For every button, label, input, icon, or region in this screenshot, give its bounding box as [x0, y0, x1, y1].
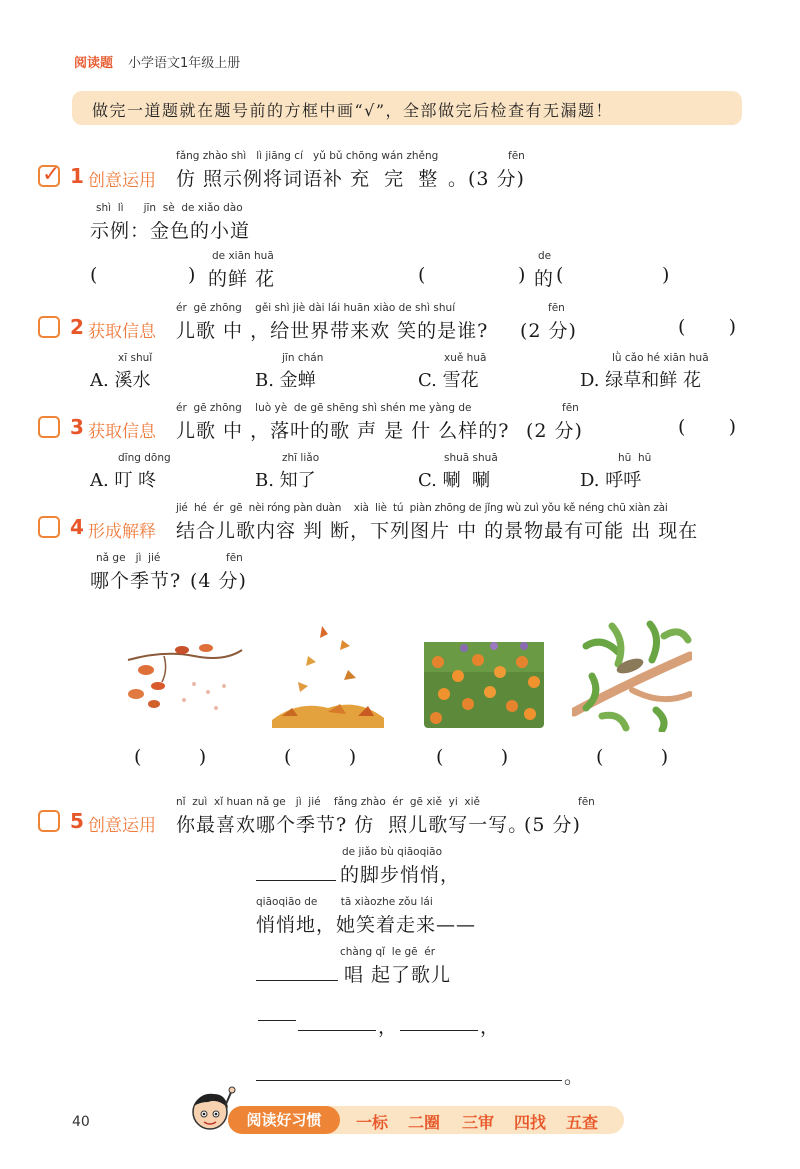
q5-text: 你最喜欢哪个季节? 仿 照儿歌写一写。: [176, 814, 529, 836]
q4-checkbox[interactable]: [38, 516, 60, 538]
q1-number: 1: [70, 164, 84, 188]
q5-type: 创意运用: [88, 816, 156, 836]
autumn-branch-picture: [124, 620, 244, 720]
q5-line3-pinyin: chàng qǐ le gē ér: [340, 946, 436, 958]
step-5: 五查: [566, 1113, 599, 1132]
q4-type: 形成解释: [88, 522, 156, 542]
q2-score-pinyin: fēn: [548, 302, 565, 314]
q5-line2-text: 悄悄地，她笑着走来——: [256, 914, 477, 936]
q1-blank1-pinyin: de xiān huā: [212, 250, 274, 262]
step-3: 三审: [462, 1113, 495, 1132]
q5-blank-1[interactable]: [256, 880, 336, 881]
q4-picture1-bracket[interactable]: ( ): [134, 746, 208, 768]
q2-option-b-pinyin: jīn chán: [282, 352, 324, 364]
q2-option-b[interactable]: B. 金蝉: [255, 370, 316, 391]
q5-period: 。: [564, 1066, 585, 1088]
q4-picture4-bracket[interactable]: ( ): [596, 746, 670, 768]
q2-option-d[interactable]: D. 绿草和鲜 花: [580, 370, 701, 391]
flower-bush-picture: [424, 632, 544, 728]
q1-blank2-text: 的: [534, 268, 555, 290]
q5-number: 5: [70, 809, 84, 833]
q1-score: 。(3 分): [448, 168, 525, 190]
q1-blank3-open[interactable]: (: [556, 264, 565, 286]
q2-option-a-pinyin: xī shuǐ: [118, 352, 153, 364]
step-2: 二圈: [408, 1113, 441, 1132]
q5-line2-pinyin: qiāoqiāo de tā xiàozhe zǒu lái: [256, 896, 433, 908]
q4-pinyin-line2: nǎ ge jì jié: [96, 552, 161, 564]
step-1: 一标: [356, 1113, 389, 1132]
q5-blank-2[interactable]: [256, 980, 338, 981]
q2-option-c[interactable]: C. 雪花: [418, 370, 479, 391]
q2-checkbox[interactable]: [38, 316, 60, 338]
step-4: 四找: [514, 1113, 547, 1132]
q5-blank-5[interactable]: [256, 1080, 562, 1081]
q5-line1-pinyin: de jiǎo bù qiāoqiāo: [342, 846, 443, 858]
q3-checkbox[interactable]: [38, 416, 60, 438]
q2-option-d-pinyin: lǜ cǎo hé xiān huā: [612, 352, 709, 364]
cicada-on-branch-picture: [572, 616, 692, 732]
q3-number: 3: [70, 415, 84, 439]
q5-line3-text: 唱 起了歌儿: [344, 964, 452, 986]
q1-checkbox[interactable]: [38, 162, 61, 187]
q3-option-b-pinyin: zhī liǎo: [282, 452, 320, 464]
q3-score-pinyin: fēn: [562, 402, 579, 414]
q1-blank3-close: ): [662, 264, 671, 286]
header-book-title: 小学语文1年级上册: [128, 56, 241, 71]
q3-type: 获取信息: [88, 422, 156, 442]
q3-pinyin: ér gē zhōng luò yè de gē shēng shì shén me yàng de: [176, 402, 472, 414]
q3-score: (2 分): [526, 420, 583, 442]
q3-option-c[interactable]: C. 唰 唰: [418, 470, 491, 491]
checkmark-icon: ✓: [42, 162, 61, 187]
q4-pinyin: jié hé ér gē nèi róng pàn duàn xià liè tú piàn zhōng de jǐng wù zuì yǒu kě néng chū xiàn zài: [176, 502, 668, 514]
q1-pinyin: fǎng zhào shì lì jiāng cí yǔ bǔ chōng wán zhěng: [176, 150, 439, 162]
q4-text-line2: 哪个季节?: [90, 570, 182, 592]
q3-option-d-pinyin: hū hū: [618, 452, 652, 464]
q2-pinyin: ér gē zhōng gěi shì jiè dài lái huān xiào de shì shuí: [176, 302, 456, 314]
q2-text: 儿歌 中 ，给世界带来欢 笑的是谁?: [176, 320, 489, 342]
instruction-text: 做完一道题就在题号前的方框中画“√”，全部做完后检查有无漏题！: [92, 101, 614, 120]
q3-option-c-pinyin: shuā shuā: [444, 452, 498, 464]
q4-number: 4: [70, 515, 84, 539]
reading-habits-tag: 阅读好习惯: [228, 1106, 340, 1134]
q4-picture2-bracket[interactable]: ( ): [284, 746, 358, 768]
q1-type: 创意运用: [88, 171, 156, 191]
header-category: 阅读题: [74, 56, 114, 71]
q5-blank-3[interactable]: [298, 1030, 376, 1031]
falling-leaves-picture: [268, 620, 388, 728]
q3-answer-bracket[interactable]: ( ): [678, 416, 738, 438]
q3-option-a[interactable]: A. 叮 咚: [90, 470, 157, 491]
q3-text: 儿歌 中 ，落叶的歌 声 是 什 么样的?: [176, 420, 510, 442]
q2-type: 获取信息: [88, 322, 156, 342]
page-number: 40: [72, 1114, 90, 1130]
q1-blank2-open[interactable]: (: [418, 264, 427, 286]
q2-score: (2 分): [520, 320, 577, 342]
q1-blank2-close: ): [518, 264, 527, 286]
q5-comma-2: ，: [480, 1016, 501, 1038]
q1-blank2-pinyin: de: [538, 250, 552, 262]
q4-picture3-bracket[interactable]: ( ): [436, 746, 510, 768]
q5-pinyin: nǐ zuì xǐ huan nǎ ge jì jié fǎng zhào ér gē xiě yi xiě: [176, 796, 480, 808]
q1-blank1-text: 的鲜 花: [208, 268, 276, 290]
q2-option-c-pinyin: xuě huā: [444, 352, 487, 364]
q1-text: 仿 照示例将词语补 充 完 整: [176, 168, 439, 190]
q5-comma-1: ，: [378, 1016, 399, 1038]
q1-example: 示例：金色的小道: [90, 220, 251, 242]
q5-score-pinyin: fēn: [578, 796, 595, 808]
q1-score-pinyin: fēn: [508, 150, 525, 162]
q5-blank-4[interactable]: [400, 1030, 478, 1031]
q3-option-b[interactable]: B. 知了: [255, 470, 316, 491]
q1-blank1-close: ): [188, 264, 197, 286]
q4-score-pinyin: fēn: [226, 552, 243, 564]
q1-example-pinyin: shì lì jīn sè de xiǎo dào: [96, 202, 243, 214]
q2-number: 2: [70, 315, 84, 339]
q3-option-d[interactable]: D. 呼呼: [580, 470, 642, 491]
q2-answer-bracket[interactable]: ( ): [678, 316, 738, 338]
q1-blank1-open[interactable]: (: [90, 264, 99, 286]
q5-score: (5 分): [524, 814, 581, 836]
q5-line1-text: 的脚步悄悄，: [340, 864, 461, 886]
q5-dash: [258, 1020, 296, 1021]
q3-option-a-pinyin: dīng dōng: [118, 452, 171, 464]
q4-text: 结合儿歌内容 判 断，下列图片 中 的景物最有可能 出 现在: [176, 520, 699, 542]
q5-checkbox[interactable]: [38, 810, 60, 832]
q4-score: (4 分): [190, 570, 247, 592]
q2-option-a[interactable]: A. 溪水: [90, 370, 151, 391]
